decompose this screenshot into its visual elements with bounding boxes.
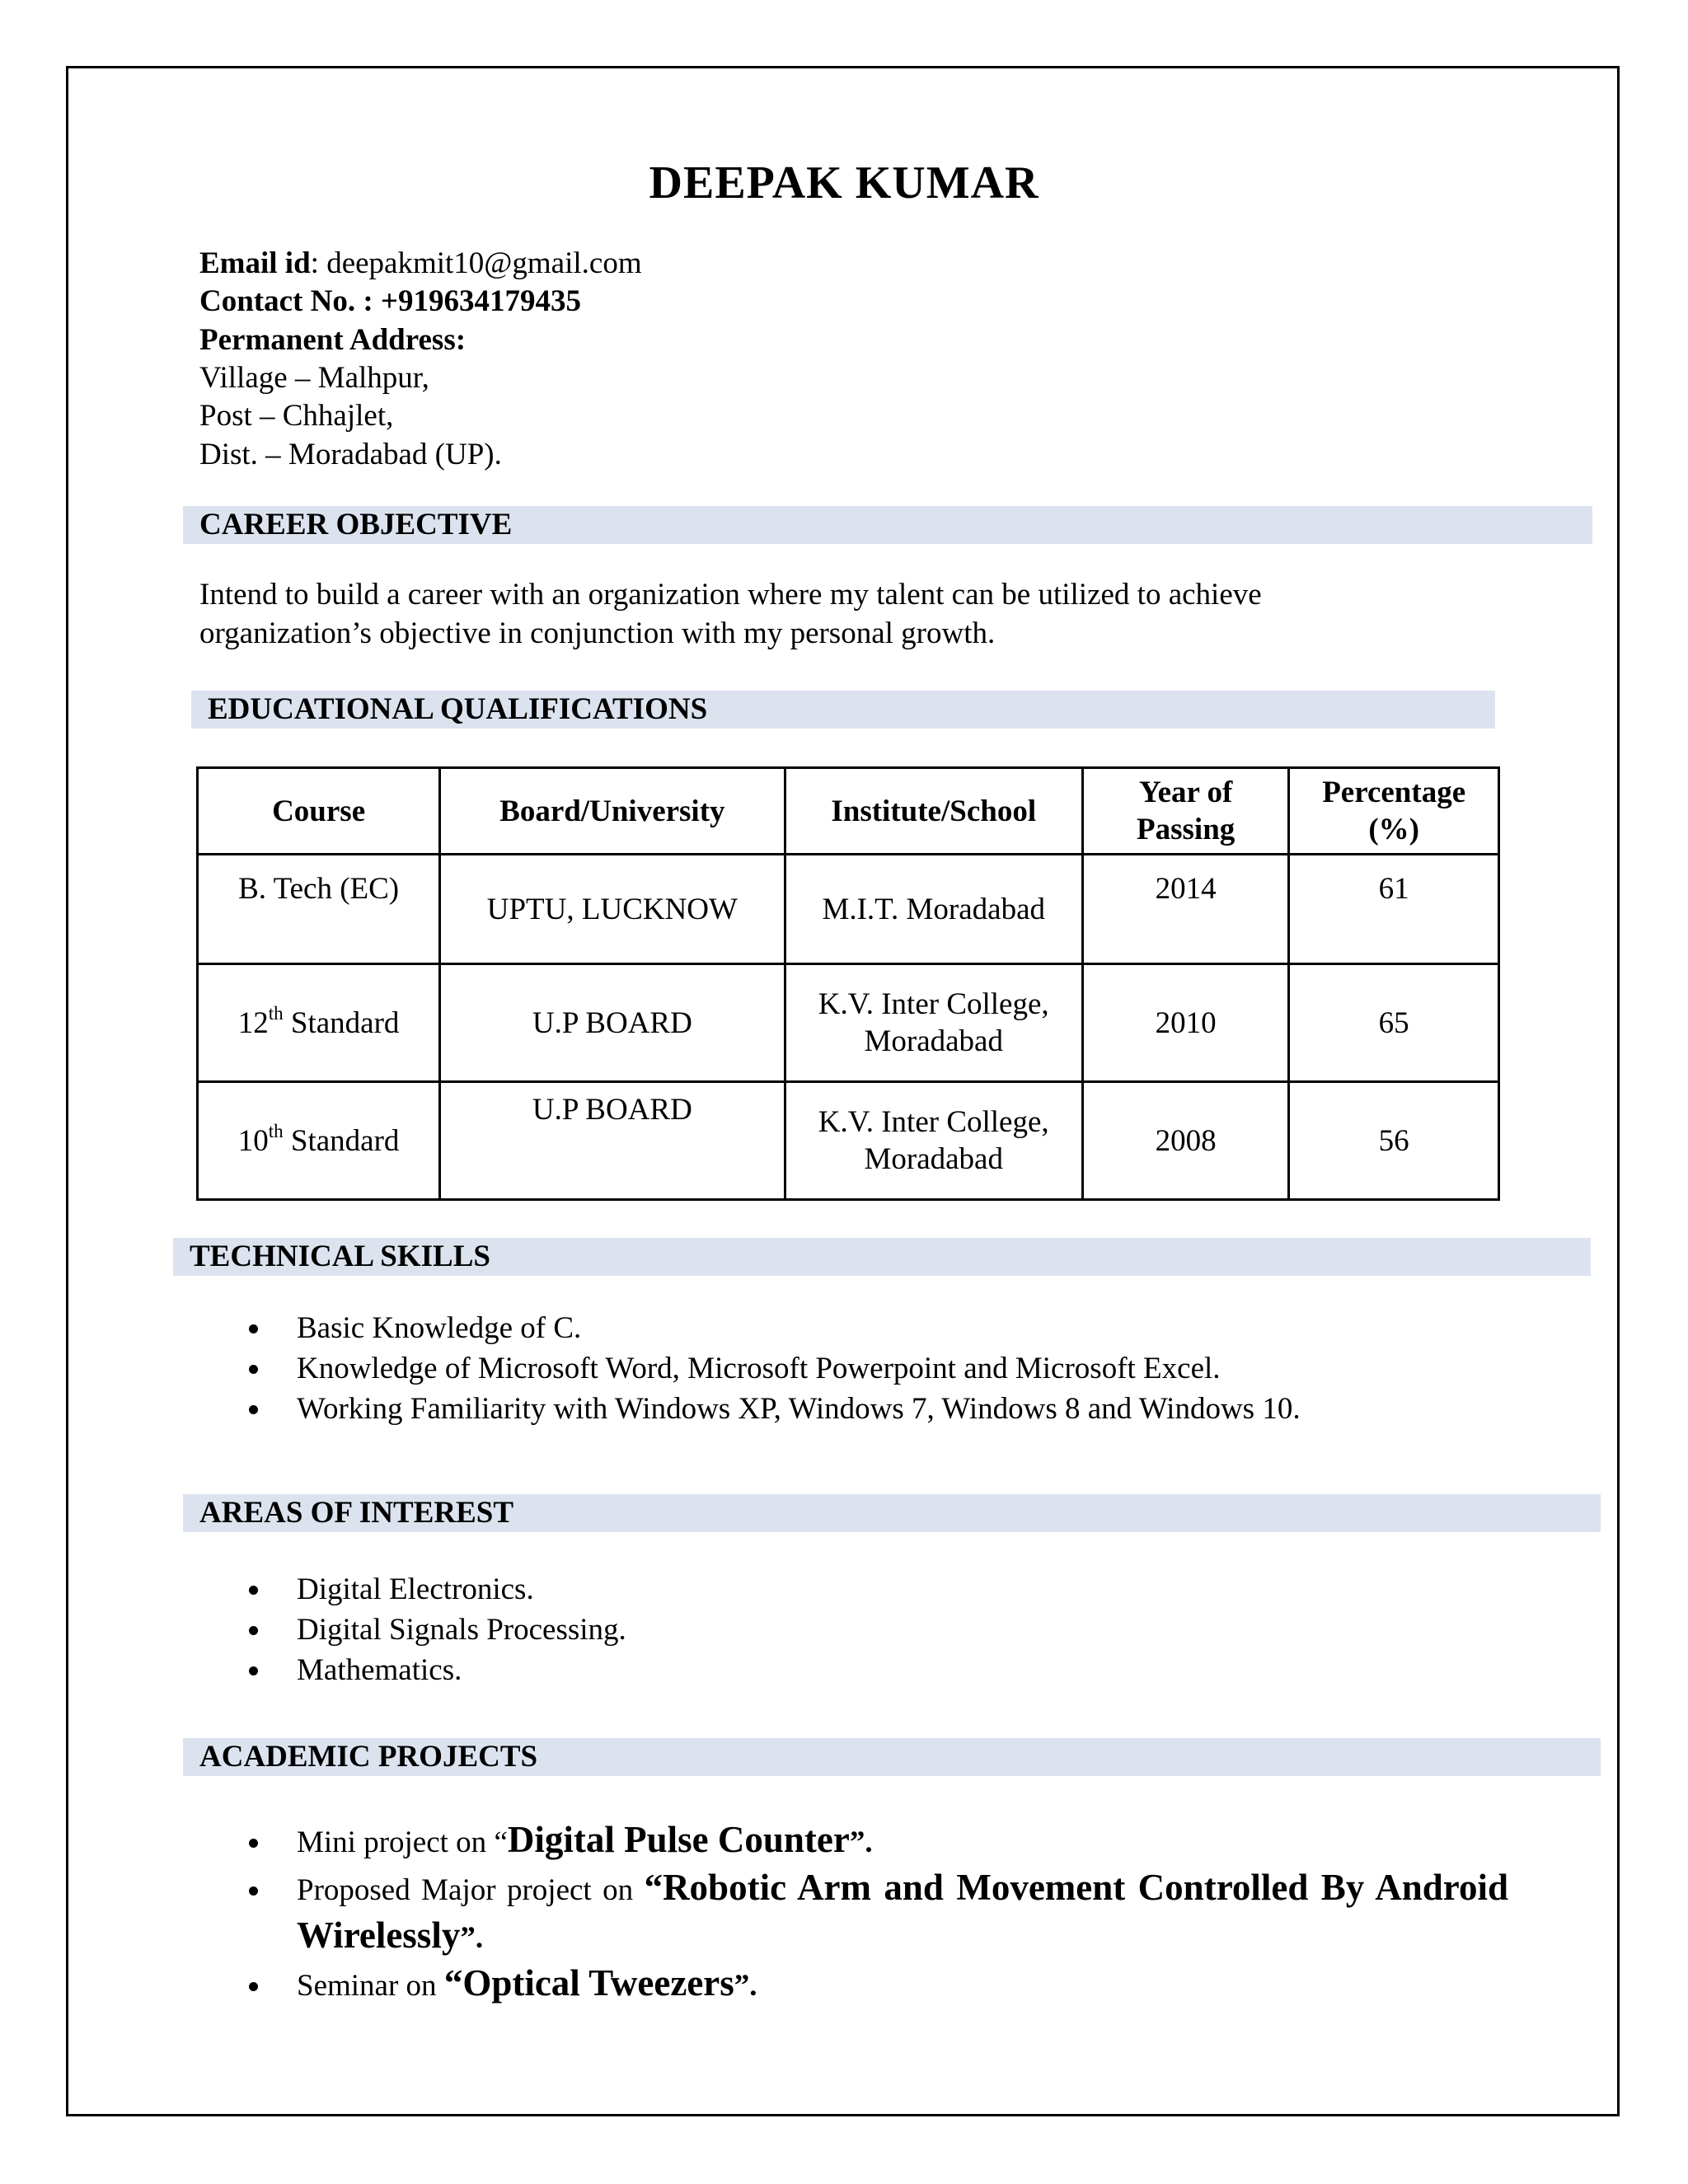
project-prefix: Seminar on — [297, 1969, 444, 2003]
project-title: Digital Pulse Counter — [507, 1819, 850, 1860]
open-quote: “ — [443, 1962, 463, 2004]
open-quote: “ — [494, 1825, 508, 1859]
areas-of-interest-heading: AREAS OF INTEREST — [183, 1494, 1601, 1532]
career-objective-heading: CAREER OBJECTIVE — [183, 506, 1592, 544]
table-row — [198, 855, 1499, 964]
course-cell — [198, 964, 440, 1082]
list-item: Basic Knowledge of C. — [198, 1308, 1301, 1348]
open-quote: “ — [644, 1867, 663, 1908]
close-quote: ”. — [734, 1969, 757, 2003]
column-header: Board/University — [440, 768, 785, 855]
academic-projects-heading: ACADEMIC PROJECTS — [183, 1738, 1601, 1776]
project-prefix: Mini project on — [297, 1825, 495, 1859]
list-item: Knowledge of Microsoft Word, Microsoft Powerpoint and Microsoft Excel. — [198, 1348, 1301, 1389]
table-row — [198, 964, 1499, 1082]
close-quote: ”. — [849, 1825, 873, 1859]
project-title: Robotic Arm and Movement Controlled By Android Wirelessly — [297, 1867, 1508, 1956]
address-label: Permanent Address: — [199, 323, 467, 357]
email-label: Email id — [199, 246, 311, 280]
career-line-2: organization’s objective in conjunction with my personal growth. — [199, 616, 996, 650]
email-line — [199, 245, 642, 283]
projects-list — [198, 1817, 1508, 2008]
contact-line: Contact No. : +919634179435 — [199, 284, 581, 318]
course-suffix: Standard — [283, 1123, 400, 1158]
institute-cell: M.I.T. Moradabad — [785, 855, 1082, 964]
board-cell: U.P BOARD — [440, 964, 785, 1082]
education-table — [196, 766, 1500, 1201]
board-cell: UPTU, LUCKNOW — [440, 855, 785, 964]
year-cell: 2010 — [1082, 964, 1288, 1082]
list-item: Mathematics. — [198, 1650, 626, 1690]
column-header: Percentage (%) — [1289, 768, 1499, 855]
institute-cell: K.V. Inter College, Moradabad — [785, 1082, 1082, 1200]
close-quote: ”. — [460, 1921, 484, 1955]
board-cell: U.P BOARD — [440, 1082, 785, 1200]
course-cell — [198, 855, 440, 964]
course-superscript: th — [268, 1121, 284, 1142]
address-line-3: Dist. – Moradabad (UP). — [199, 438, 502, 471]
career-line-1: Intend to build a career with an organization where my talent can be utilized to achieve — [199, 578, 1262, 612]
percent-cell: 65 — [1289, 964, 1499, 1082]
column-header: Institute/School — [785, 768, 1082, 855]
column-header: Year of Passing — [1082, 768, 1288, 855]
skills-list — [198, 1308, 1301, 1429]
technical-skills-heading: TECHNICAL SKILLS — [173, 1238, 1591, 1276]
list-item: Digital Electronics. — [198, 1569, 626, 1610]
interests-list — [198, 1569, 626, 1690]
year-cell: 2014 — [1082, 855, 1288, 964]
address-line-1: Village – Malhpur, — [199, 361, 429, 395]
list-item: Digital Signals Processing. — [198, 1610, 626, 1650]
course-text: 12 — [237, 1005, 269, 1040]
list-item — [198, 1865, 1508, 1961]
course-cell — [198, 1082, 440, 1200]
candidate-name: DEEPAK KUMAR — [649, 157, 1039, 209]
course-superscript: th — [268, 1003, 284, 1024]
project-title: Optical Tweezers — [462, 1962, 734, 2004]
course-text: 10 — [237, 1123, 269, 1158]
percent-cell: 61 — [1289, 855, 1499, 964]
list-item — [198, 1961, 1508, 2008]
year-cell: 2008 — [1082, 1082, 1288, 1200]
column-header: Course — [198, 768, 440, 855]
address-line-2: Post – Chhajlet, — [199, 399, 394, 433]
course-suffix: Standard — [283, 1005, 400, 1040]
course-text: B. Tech (EC) — [238, 872, 400, 906]
institute-cell: K.V. Inter College, Moradabad — [785, 964, 1082, 1082]
project-prefix: Proposed Major project on — [297, 1873, 645, 1907]
table-header-row — [198, 768, 1499, 855]
list-item: Working Familiarity with Windows XP, Windows 7, Windows 8 and Windows 10. — [198, 1389, 1301, 1429]
education-heading: EDUCATIONAL QUALIFICATIONS — [191, 691, 1495, 729]
list-item — [198, 1817, 1508, 1865]
table-row — [198, 1082, 1499, 1200]
percent-cell: 56 — [1289, 1082, 1499, 1200]
email-value: : deepakmit10@gmail.com — [310, 246, 642, 280]
